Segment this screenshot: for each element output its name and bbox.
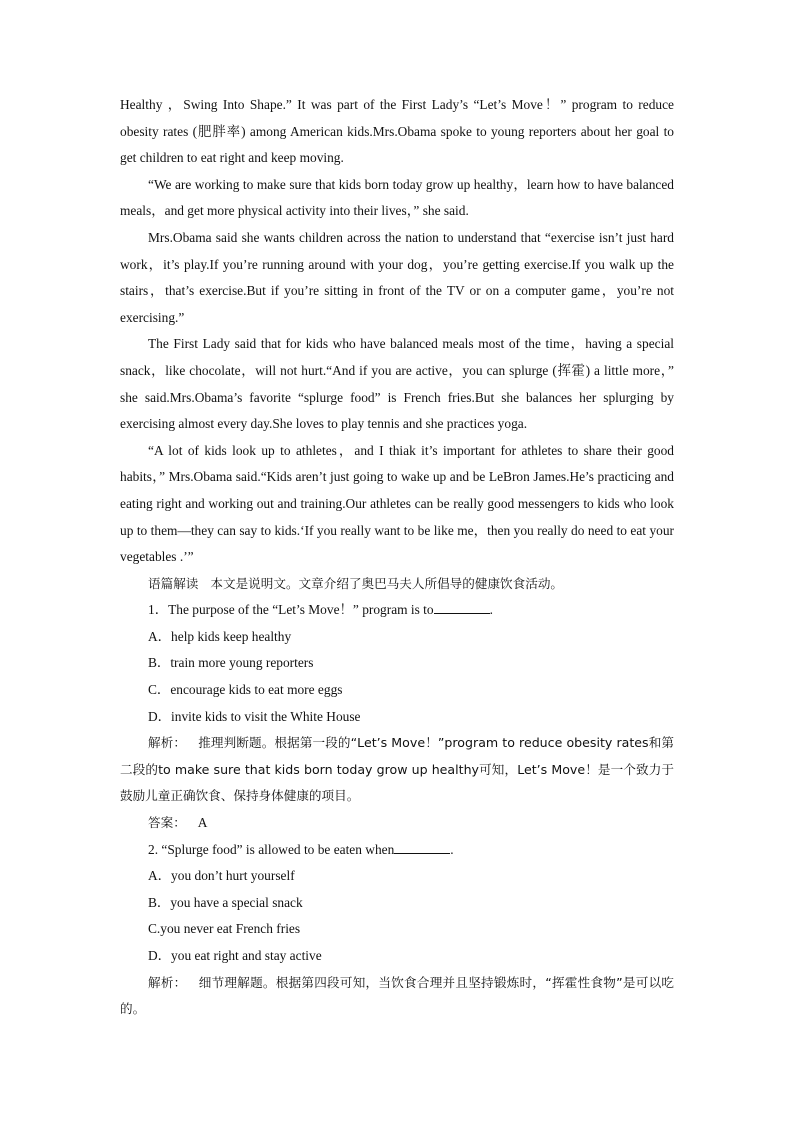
answer-label: 答案：: [148, 815, 186, 831]
question-2-option-b: B．you have a special snack: [148, 894, 303, 910]
question-1-option-a: A．help kids keep healthy: [148, 628, 292, 644]
passage-paragraph-4: The First Lady said that for kids who have balanced meals most of the time，having a special snack，like chocolate，will not hurt.“And if you are active，you can splurge (挥霍) a little more，” she said.Mrs.Obama’s favorite “splurge food” is French fries.But she balances her splurging by exercising almost every day.She loves to play tennis and she practices yoga.: [120, 336, 674, 432]
question-1-option-b: B．train more young reporters: [148, 655, 314, 671]
question-2-option-a: A．you don’t hurt yourself: [148, 868, 295, 884]
question-2-option-d: D．you eat right and stay active: [148, 948, 322, 963]
explanation-label: 解析：: [148, 735, 187, 751]
document-page: [120, 92, 674, 1023]
question-2-stem-end: .: [450, 841, 454, 857]
explanation-text: 细节理解题。根据第四段可知，当饮食合理并且坚持锻炼时，“挥霍性食物”是可以吃的。: [120, 974, 674, 1017]
passage-paragraph-1: Healthy ，Swing Into Shape.” It was part of the First Lady’s “Let’s Move！” program to reduce obesity rates (肥胖率) among American kids.Mrs.Obama spoke to young reporters about her goal to get children to eat right and keep moving.: [120, 97, 674, 166]
explanation-text: 推理判断题。根据第一段的“Let’s Move！”program to reduce obesity rates和第二段的to make sure that kids born today grow up healthy可知，Let’s Move！是一个致力于鼓励儿童正确饮食、保持身体健康的项目。: [120, 735, 675, 804]
question-1-stem-text: 1．The purpose of the “Let’s Move！” program is to: [148, 602, 434, 618]
question-2-explanation: [120, 970, 674, 1023]
passage-paragraph-3: Mrs.Obama said she wants children across the nation to understand that “exercise isn’t just hard work，it’s play.If you’re running around with your dog，you’re getting exercise.If you walk up the stairs，that’s exercise.But if you’re sitting in front of the TV or on a computer game，you’re not exercising.”: [120, 229, 674, 325]
question-2-stem-text: 2. “Splurge food” is allowed to be eaten when: [148, 841, 395, 857]
text-analysis: [120, 571, 674, 598]
question-1-option-c: C．encourage kids to eat more eggs: [148, 682, 343, 698]
question-1-stem-end: .: [489, 602, 493, 618]
answer-value: A: [197, 815, 208, 831]
question-1-stem: [120, 597, 674, 624]
answer-blank: [434, 599, 490, 614]
text-analysis-text: 本文是说明文。文章介绍了奥巴马夫人所倡导的健康饮食活动。: [210, 575, 563, 591]
passage-paragraph-2: “We are working to make sure that kids born today grow up healthy，learn how to have balanced meals，and get more physical activity into their lives，” she said.: [120, 176, 674, 219]
question-2-option-c: C.you never eat French fries: [148, 921, 301, 937]
answer-blank: [394, 839, 450, 854]
question-1-explanation: [120, 730, 674, 810]
passage-paragraph-5: “A lot of kids look up to athletes，and I thiak it’s important for athletes to share their good habits，” Mrs.Obama said.“Kids aren’t just going to wake up and be LeBron James.He’s practicing and eating right and working out and training.Our athletes can be really good messengers to kids who look up to them—they can say to kids.‘If you really want to be like me，then you really do need to eat your vegetables .’”: [120, 442, 674, 565]
explanation-label: 解析：: [148, 974, 187, 990]
question-1-option-d: D．invite kids to visit the White House: [148, 708, 361, 724]
question-1-answer: [120, 810, 674, 837]
text-analysis-label: 语篇解读: [148, 575, 199, 591]
question-2-stem: [120, 837, 674, 864]
